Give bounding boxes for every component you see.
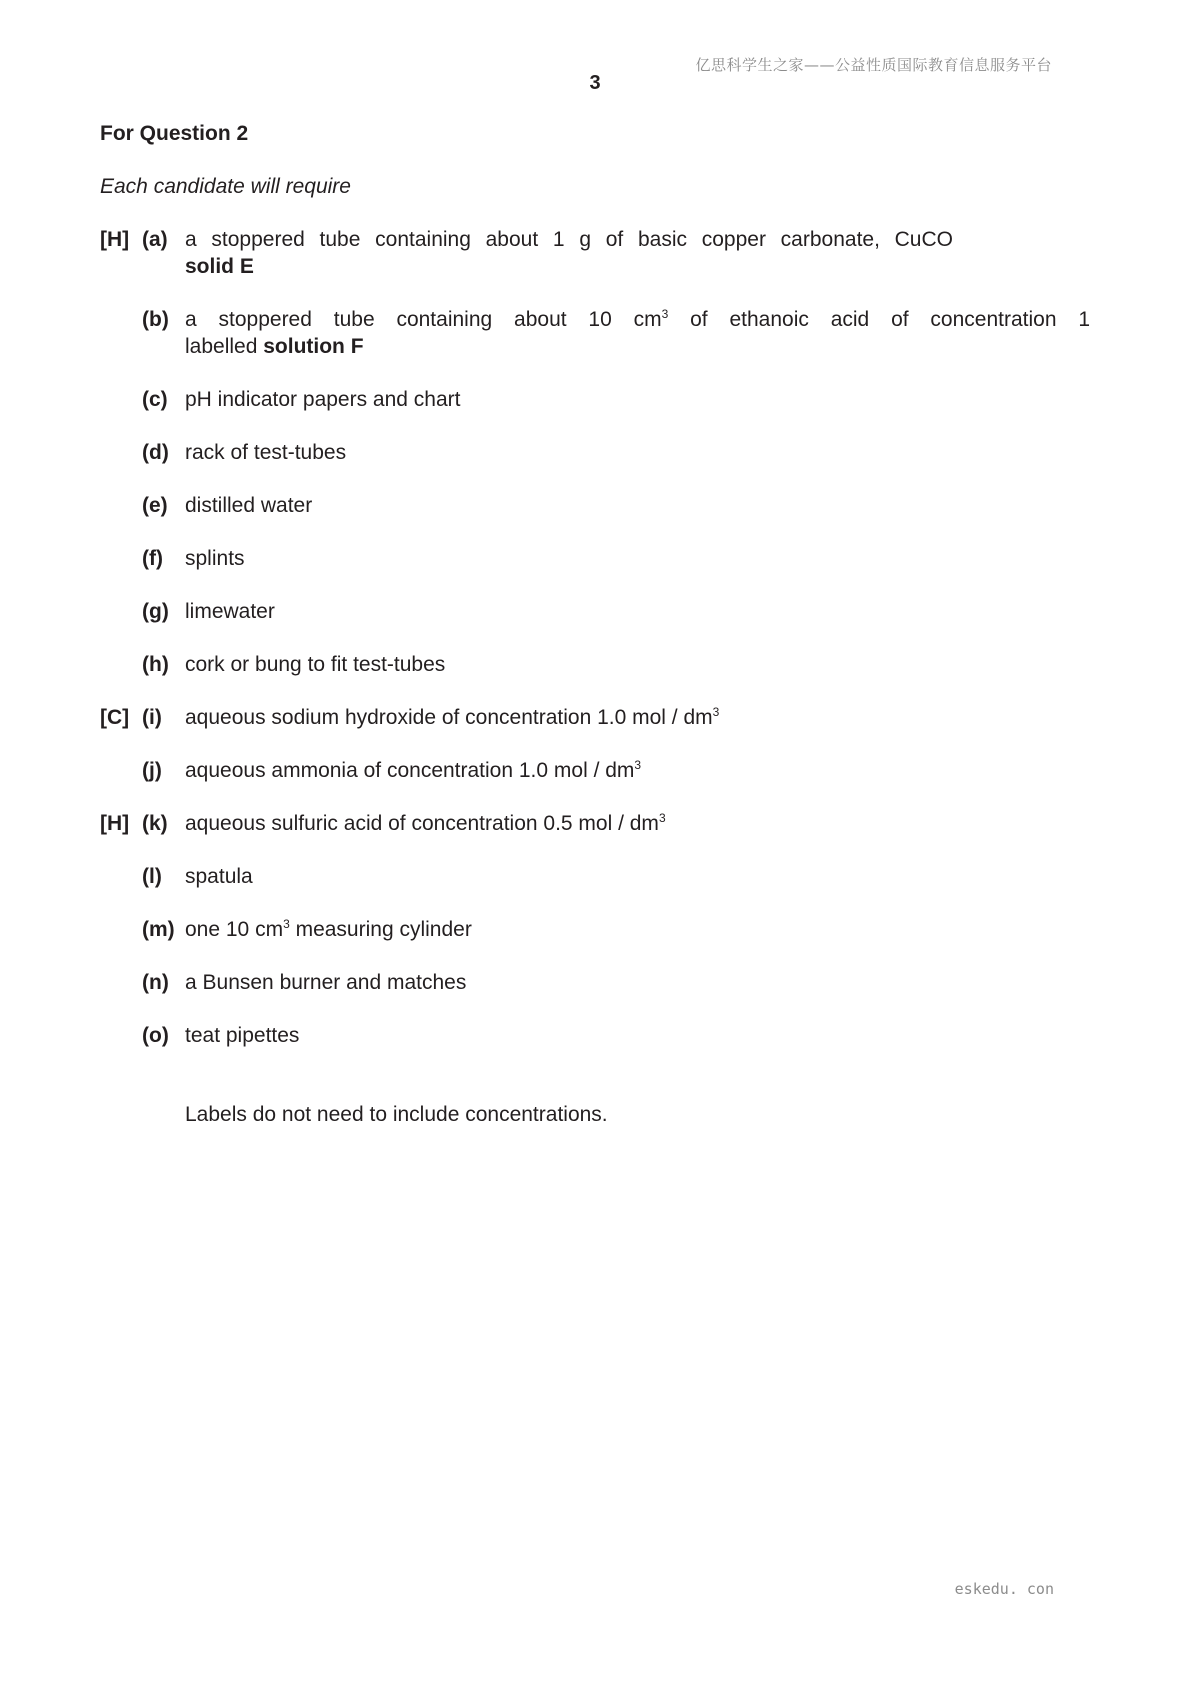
item-text: aqueous sodium hydroxide of concentration 1.0 mol / $dm^3$	[185, 705, 720, 729]
item-letter: (j)	[142, 759, 162, 782]
group-label: [C]	[100, 706, 130, 729]
item-letter: (g)	[142, 600, 169, 623]
item-text: pH indicator papers and chart	[185, 388, 461, 411]
item-text: rack of test-tubes	[185, 441, 347, 464]
item-letter: (k)	[142, 812, 168, 835]
item-text-line2: solid E	[185, 255, 254, 278]
question-heading: For Question 2	[100, 122, 249, 145]
item-text: a stoppered tube containing about 10 $cm^3$ of ethanoic acid of concentration 1	[185, 307, 1091, 331]
group-label: [H]	[100, 812, 130, 835]
item-letter: (c)	[142, 388, 168, 411]
item-letter: (o)	[142, 1024, 169, 1047]
item-text: one 10 $cm^3$ measuring cylinder	[185, 917, 472, 941]
item-text: splints	[185, 547, 245, 570]
item-text: distilled water	[185, 494, 313, 517]
item-text: cork or bung to fit test-tubes	[185, 653, 446, 676]
page-number: 3	[589, 72, 601, 94]
item-letter: (b)	[142, 308, 169, 331]
item-letter: (a)	[142, 228, 168, 251]
item-text: a stoppered tube containing about 1 g of basic copper carbonate, CuCO	[185, 228, 953, 251]
watermark-top: 亿思科学生之家——公益性质国际教育信息服务平台	[695, 56, 1052, 74]
item-text: aqueous ammonia of concentration 1.0 mol / $dm^3$	[185, 758, 642, 782]
item-text-line2: labelled solution F	[185, 335, 364, 358]
item-text: spatula	[185, 865, 253, 888]
item-text: a Bunsen burner and matches	[185, 971, 467, 994]
item-letter: (n)	[142, 971, 169, 994]
item-letter: (l)	[142, 865, 162, 888]
item-letter: (e)	[142, 494, 168, 517]
group-label: [H]	[100, 228, 130, 251]
intro-text: Each candidate will require	[100, 175, 351, 198]
item-letter: (i)	[142, 706, 162, 729]
item-text: teat pipettes	[185, 1024, 300, 1047]
item-text: aqueous sulfuric acid of concentration 0.5 mol / $dm^3$	[185, 811, 666, 835]
item-text: limewater	[185, 600, 275, 623]
labels-note: Labels do not need to include concentrations.	[185, 1103, 608, 1126]
watermark-bottom: eskedu. con	[954, 1580, 1054, 1598]
item-letter: (f)	[142, 547, 163, 570]
item-letter: (m)	[142, 918, 175, 941]
item-letter: (h)	[142, 653, 169, 676]
item-letter: (d)	[142, 441, 169, 464]
